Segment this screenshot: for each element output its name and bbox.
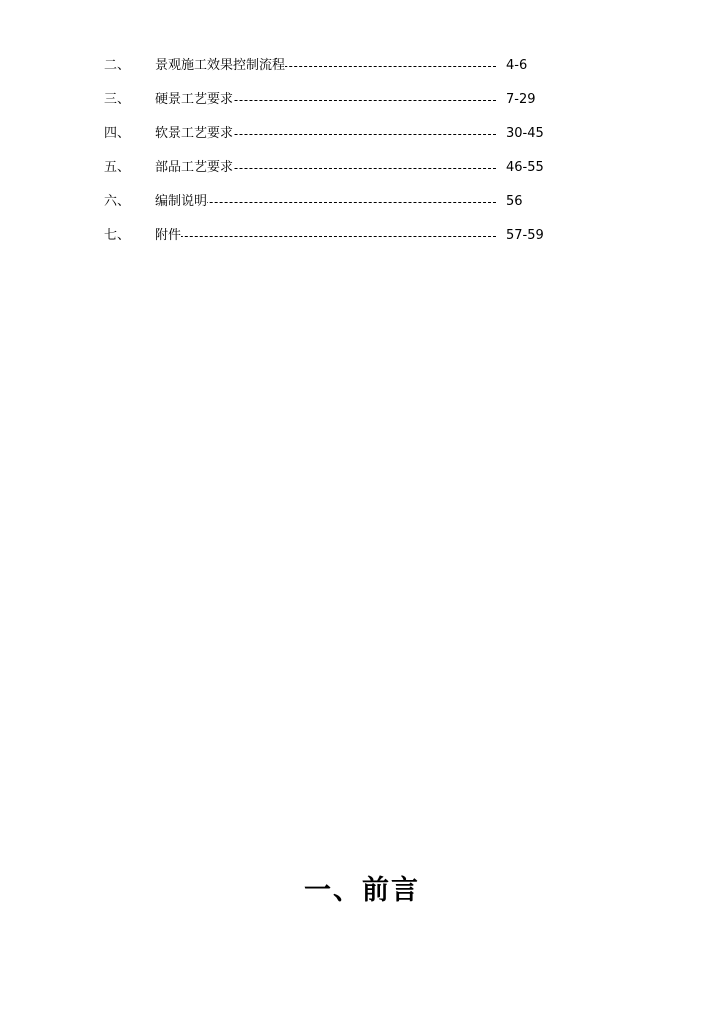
toc-entry-page: 56 xyxy=(506,194,523,209)
section-heading: 一、前言 xyxy=(304,875,420,906)
toc-entry xyxy=(104,226,564,260)
toc-entry-title: 编制说明 xyxy=(155,192,207,212)
toc-entry-title: 景观施工效果控制流程 xyxy=(155,56,285,76)
toc-entry-page: 46-55 xyxy=(506,160,544,175)
toc-entry-title: 部品工艺要求 xyxy=(155,158,233,178)
toc-entry xyxy=(104,124,564,158)
toc-entry-number: 三、 xyxy=(104,92,131,107)
table-of-contents xyxy=(104,56,564,260)
toc-entry-number: 五、 xyxy=(104,160,131,175)
toc-entry-number: 四、 xyxy=(104,126,131,141)
toc-entry-page: 30-45 xyxy=(506,126,544,141)
toc-entry-title: 附件 xyxy=(155,226,181,246)
toc-entry-title: 软景工艺要求 xyxy=(155,124,233,144)
toc-entry-page: 57-59 xyxy=(506,228,544,243)
toc-entry xyxy=(104,90,564,124)
toc-entry-page: 7-29 xyxy=(506,92,536,107)
toc-entry-number: 二、 xyxy=(104,58,131,73)
toc-entry xyxy=(104,192,564,226)
toc-leader-line xyxy=(155,236,496,237)
toc-entry-page: 4-6 xyxy=(506,58,528,73)
toc-entry-number: 七、 xyxy=(104,228,131,243)
toc-entry xyxy=(104,158,564,192)
toc-entry-number: 六、 xyxy=(104,194,131,209)
toc-entry-title: 硬景工艺要求 xyxy=(155,90,233,110)
toc-entry xyxy=(104,56,564,90)
